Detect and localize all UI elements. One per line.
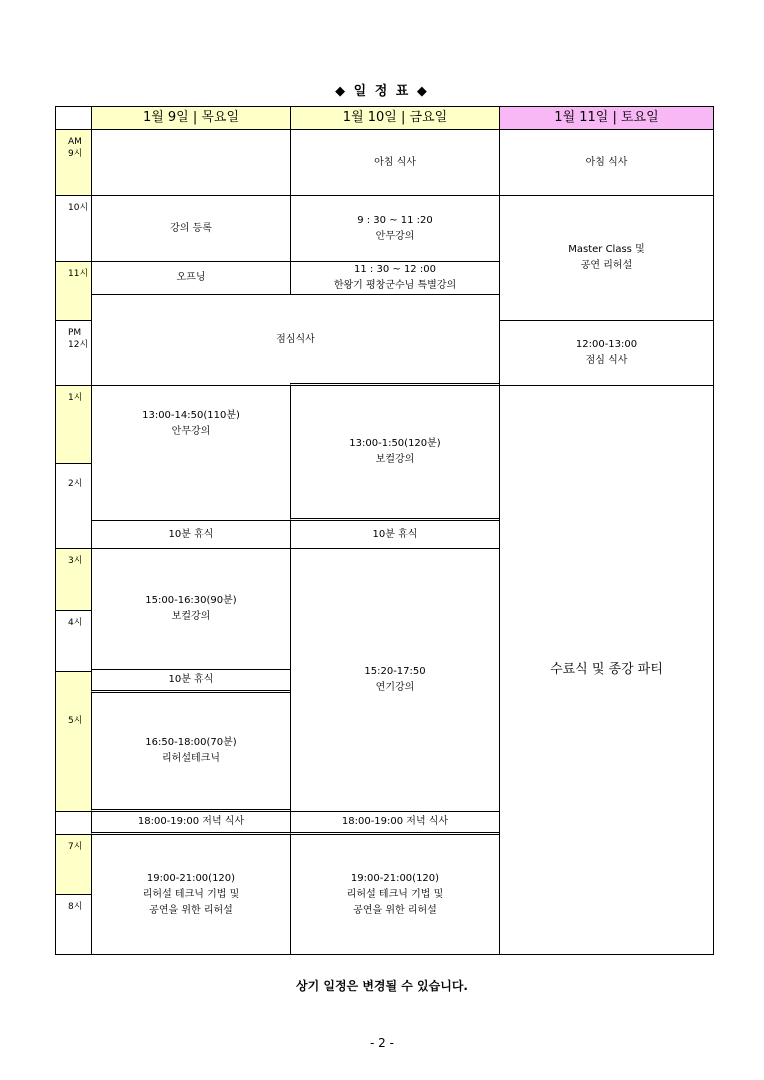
time-label: 1시: [68, 393, 83, 403]
event-time: 12:00-13:00: [575, 339, 638, 350]
fri-special-lecture: [290, 261, 500, 295]
fri-break-1: [290, 520, 500, 549]
event-time: 15:00-16:30(90분): [145, 595, 237, 606]
day-header-sat: [499, 106, 714, 130]
day-header-thu: [91, 106, 291, 130]
time-8: [55, 894, 92, 955]
event-time: 13:00-14:50(110분): [142, 410, 240, 421]
thu-registration: [91, 195, 291, 262]
fri-dinner: [290, 811, 500, 835]
thu-empty-morning: [91, 129, 291, 196]
fri-breakfast: [290, 129, 500, 196]
time-label: AM: [68, 137, 82, 147]
event-text: 보컬강의: [171, 611, 211, 622]
day-header-fri: [290, 106, 500, 130]
event-text: 한왕기 평창군수님 특별강의: [333, 280, 457, 291]
event-text: 안무강의: [171, 426, 211, 437]
time-label: 8시: [68, 902, 83, 912]
fri-dance-lecture: [290, 195, 500, 262]
event-text: 18:00-19:00 저녁 식사: [137, 816, 245, 827]
sat-breakfast: [499, 129, 714, 196]
fri-evening-rehearsal: [290, 834, 500, 955]
sat-closing-ceremony: [499, 385, 714, 955]
event-text: 연기강의: [375, 682, 415, 693]
time-label: 2시: [68, 479, 83, 489]
event-text: 10분 휴식: [168, 674, 214, 685]
time-label: 3시: [68, 556, 83, 566]
event-text: 공연을 위한 리허설: [149, 904, 233, 916]
event-text: 점심 식사: [585, 355, 628, 366]
event-text: 아침 식사: [585, 156, 628, 168]
time-1: [55, 385, 92, 464]
thu-dinner: [91, 811, 291, 835]
event-time: 15:20-17:50: [364, 666, 426, 677]
event-text: 보컬강의: [375, 454, 415, 465]
event-text: 리허설 테크닉 기법 및: [142, 888, 240, 900]
time-6: [55, 811, 92, 835]
page-number: - 2 -: [370, 1036, 394, 1050]
event-text: 오프닝: [176, 272, 206, 283]
event-text: 공연 리허설: [580, 260, 633, 271]
time-label: PM: [68, 328, 82, 338]
event-time: 19:00-21:00(120): [350, 872, 440, 884]
event-text: 안무강의: [375, 230, 415, 242]
time-10: [55, 195, 92, 262]
time-11: [55, 261, 92, 321]
corner-cell: [55, 106, 92, 130]
day-label: 1월 10일 | 금요일: [342, 110, 448, 125]
lunch-cell: [91, 294, 500, 386]
event-text: 아침 식사: [374, 156, 416, 168]
event-time: 13:00-1:50(120분): [349, 438, 441, 449]
time-pm12: [55, 320, 92, 386]
time-5: [55, 671, 92, 812]
event-text: 10분 휴식: [168, 528, 214, 540]
footer-note: 상기 일정은 변경될 수 있습니다.: [296, 979, 468, 993]
event-time: 9 : 30 ~ 11 :20: [357, 214, 433, 226]
event-time: 11 : 30 ~ 12 :00: [354, 264, 436, 275]
thu-break-1: [91, 520, 291, 549]
event-text: 리허설 테크닉 기법 및: [346, 888, 444, 900]
thu-rehearsal-technique: [91, 692, 291, 812]
thu-opening: [91, 261, 291, 295]
time-label: 11시: [68, 269, 89, 279]
event-text: 수료식 및 종강 파티: [550, 662, 663, 677]
thu-dance-lecture: [91, 385, 291, 521]
event-text: 리허설테크닉: [162, 753, 220, 764]
thu-vocal-lecture: [91, 548, 291, 670]
fri-vocal-lecture: [290, 383, 500, 521]
event-time: 16:50-18:00(70분): [145, 737, 237, 748]
time-am9: [55, 129, 92, 196]
event-time: 19:00-21:00(120): [146, 872, 236, 884]
day-label: 1월 11일 | 토요일: [554, 110, 659, 125]
event-text: Master Class 및: [568, 244, 645, 255]
sat-lunch: [499, 320, 714, 386]
thu-evening-rehearsal: [91, 834, 291, 955]
time-label: 5시: [68, 716, 83, 726]
time-label: 12시: [68, 340, 89, 350]
event-text: 점심식사: [276, 334, 315, 345]
event-text: 10분 휴식: [372, 528, 418, 540]
event-text: 공연을 위한 리허설: [353, 904, 437, 916]
thu-break-2: [91, 669, 291, 693]
page-title: ◆ 일 정 표 ◆: [335, 84, 429, 99]
time-label: 7시: [68, 842, 83, 852]
day-label: 1월 9일 | 목요일: [142, 110, 240, 125]
event-text: 강의 등록: [170, 222, 212, 234]
time-2: [55, 463, 92, 549]
time-3: [55, 548, 92, 611]
time-label: 9시: [68, 149, 83, 159]
fri-acting-lecture: [290, 548, 500, 812]
time-label: 4시: [68, 618, 83, 628]
event-text: 18:00-19:00 저녁 식사: [341, 816, 449, 827]
time-4: [55, 610, 92, 672]
time-7: [55, 834, 92, 895]
time-label: 10시: [68, 203, 89, 213]
sat-masterclass: [499, 195, 714, 321]
